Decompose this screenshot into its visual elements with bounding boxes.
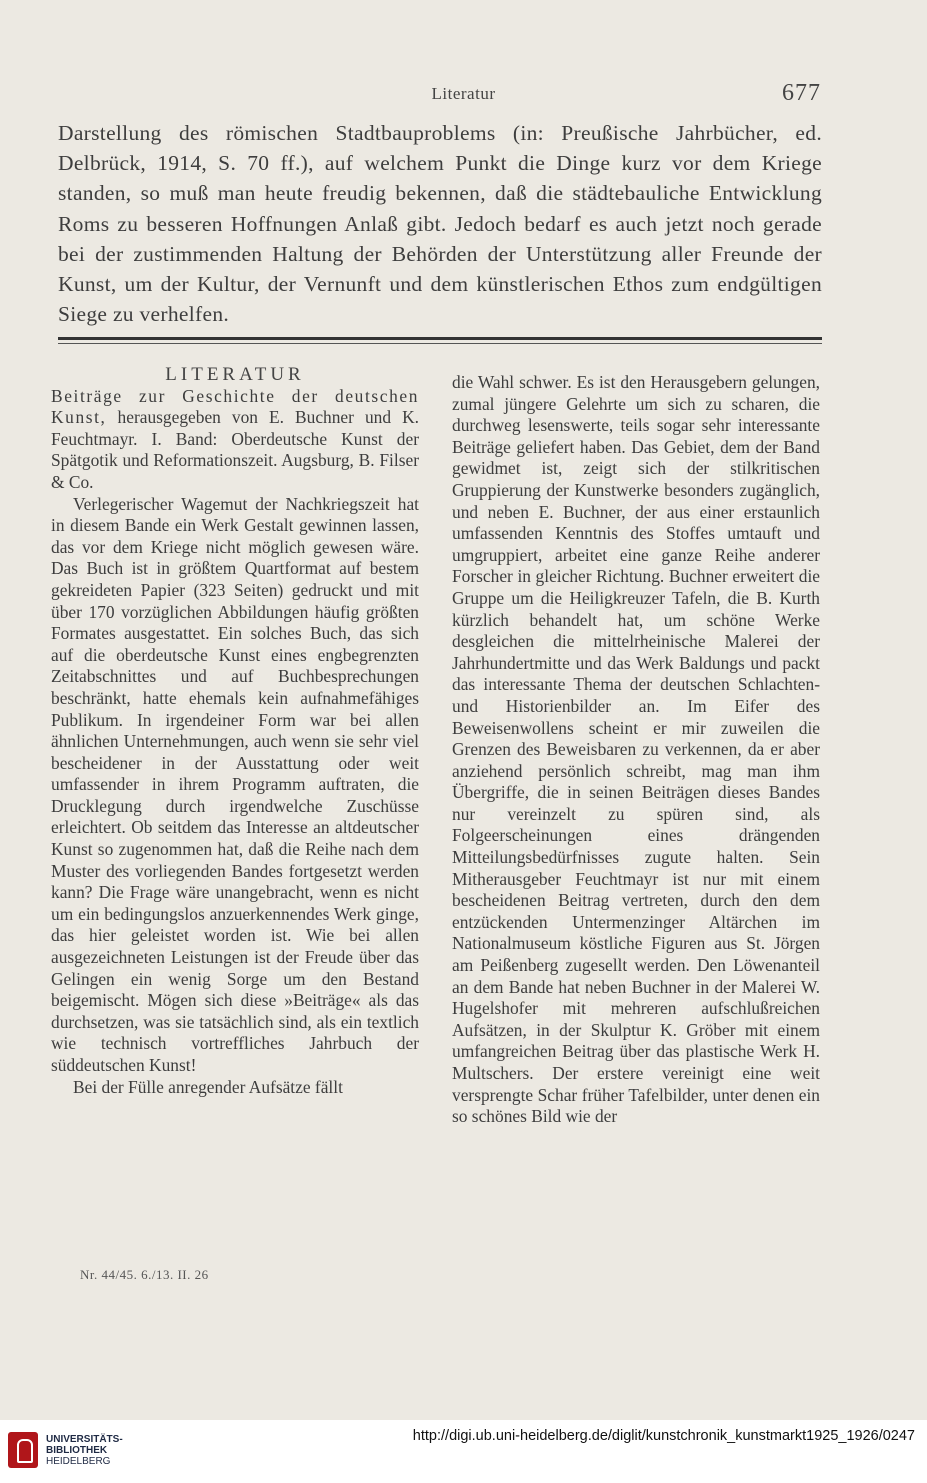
book-title: Beiträge zur Geschichte der deutschen Kunst, [51,385,419,428]
left-column [51,364,419,1098]
right-column [452,372,820,1128]
signature-line: Nr. 44/45. 6./13. II. 26 [80,1267,209,1282]
running-head: Literatur [431,84,496,103]
university-seal-icon [8,1432,38,1468]
section-title: LITERATUR [165,364,305,385]
logo-line-2: BIBLIOTHEK [46,1444,108,1456]
divider-thin [58,343,822,344]
logo-line-3: HEIDELBERG [46,1455,111,1467]
intro-paragraph [58,118,822,329]
book-details: herausgegeben von E. Buchner und K. Feuchtmayr. I. Band: Oberdeutsche Kunst der Spätgotik und Reformationszeit. Augsburg, B. Filser & Co. [51,407,419,492]
logo-text [46,1434,123,1467]
right-paragraph: die Wahl schwer. Es ist den Herausgebern gelungen, zumal jüngere Gelehrte um sich zu scharen, die durchweg lesenswerte, teils sogar sehr interessante Beiträge geliefert haben. Das Gebiet, dem der Band gewidmet ist, zeigt sich der stilkritischen Gruppierung der Kunstwerke besonders zugänglich, und neben E. Buchner, der aus einer erstaunlich umfassenden Kenntnis des Stoffes umtauft und umgruppiert, arbeitet eine ganze Reihe anderer Forscher in gleicher Richtung. Buchner erweitert die Gruppe um die Heiligkreuzer Tafeln, die B. Kurth kürzlich behandelt hat, um schöne Werke desgleichen die mittelrheinische Malerei der Jahrhundertmitte und das Werk Baldungs und packt das interessante Thema der deutschen Schlachten- und Historienbilder an. Im Eifer des Beweisenwollens scheint er mir zuweilen die Grenzen des Beweisbaren zu verkennen, da er aber anziehend persönlich schreibt, mag man ihm Übergriffe, die in seinen Beiträgen dieses Bandes nur vereinzelt zu spüren sind, als Folgeerscheinungen eines drängenden Mitteilungsbedürfnisses zugute halten. Sein Mitherausgeber Feuchtmayr ist nur mit einem bescheidenen Beitrag vertreten, durch den dem entzückenden Untermenzinger Altärchen im Nationalmuseum köstliche Figuren aus St. Jörgen am Peißenberg zugesellt werden. Den Löwenanteil an dem Bande hat neben Buchner in der Malerei W. Hugelshofer mit mehreren aufschlußreichen Aufsätzen, in der Skulptur K. Gröber mit einem umfangreichen Beitrag über das plastische Werk H. Multschers. Der erstere vereinigt eine weit versprengte Schar früher Tafelbilder, unter denen ein so schönes Bild wie der [452,372,820,1127]
footer-bar [0,1420,927,1483]
source-url-link[interactable]: http://digi.ub.uni-heidelberg.de/diglit/kunstchronik_kunstmarkt1925_1926/0247 [412,1428,915,1444]
intro-text: Darstellung des römischen Stadtbauproblems (in: Preußische Jahrbücher, ed. Delbrück, 1914, S. 70 ff.), auf welchem Punkt die Dinge kurz vor dem Kriege standen, so muß man heute freudig bekennen, daß die städtebauliche Entwicklung Roms zu besseren Hoffnungen Anlaß gibt. Jedoch bedarf es auch jetzt noch gerade bei der zustimmenden Haltung der Behörden der Unterstützung aller Freunde der Kunst, um der Kultur, der Vernunft und dem künstlerischen Ethos zum endgültigen Siege zu verhelfen. [58,121,822,327]
library-logo[interactable] [8,1432,123,1468]
book-reference [51,386,419,494]
page-number: 677 [782,80,821,106]
left-paragraph-2: Bei der Fülle anregender Aufsätze fällt [73,1076,343,1097]
divider-thick [58,337,822,340]
logo-line-1: UNIVERSITÄTS- [46,1433,123,1445]
left-paragraph-1: Verlegerischer Wagemut der Nachkriegszeit hat in diesem Bande ein Werk Gestalt gewinnen lassen, das vor dem Kriege nicht möglich gewesen wäre. Das Buch ist in größtem Quartformat auf bestem gekreideten Papier (323 Seiten) gedruckt und mit über 170 vorzüglichen Abbildungen häufig größten Formates ausgestattet. Ein solches Buch, das sich auf die oberdeutsche Kunst eines engbegrenzten Zeitabschnittes und auf Buchbesprechungen beschränkt, hatte ehemals kein aufnahmefähiges Publikum. In irgendeiner Form war bei allen ähnlichen Unternehmungen, auch wenn sie sehr viel bescheidener in der Ausstattung oder weit umfassender in ihrem Programm auftraten, die Drucklegung durch irgendwelche Zuschüsse erleichtert. Ob seitdem das Interesse an altdeutscher Kunst so zugenommen hat, daß die Reihe nach dem Muster des vorliegenden Bandes fortgesetzt werden kann? Die Frage wäre unangebracht, wenn es nicht um ein bedingungslos anzuerkennendes Werk ginge, das hier geleistet worden ist. Wie bei allen ausgezeichneten Leistungen ist der Freude über das Gelingen ein wenig Sorge um den Bestand beigemischt. Mögen sich diese »Beiträge« als das durchsetzen, was sie tatsächlich sind, als ein textlich wie technisch vortreffliches Jahrbuch der süddeutschen Kunst! [51,493,419,1075]
